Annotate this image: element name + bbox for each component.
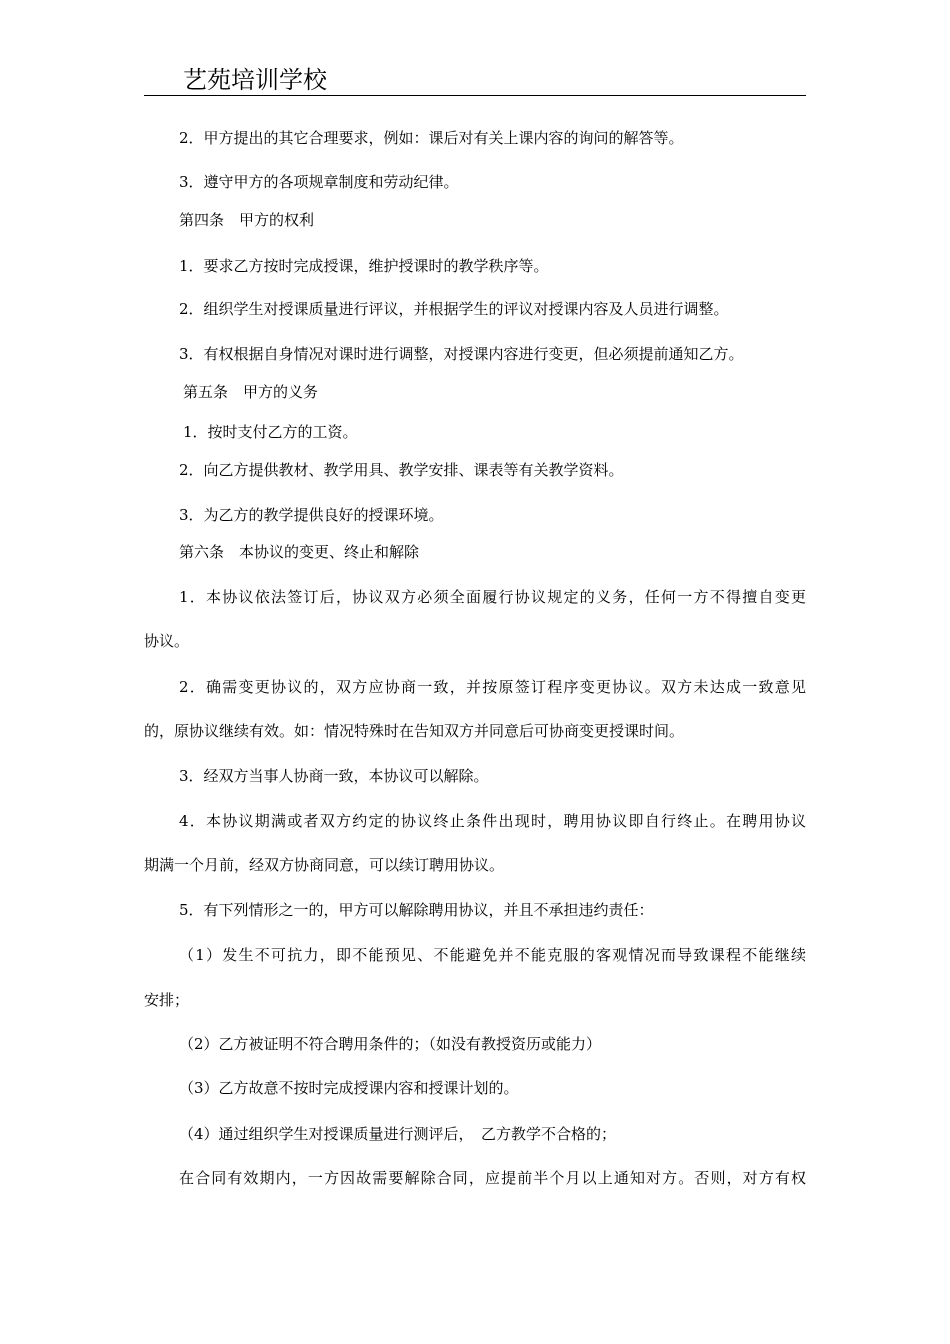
paragraph-line: 2．组织学生对授课质量进行评议，并根据学生的评议对授课内容及人员进行调整。 — [179, 300, 729, 318]
school-name-header: 艺苑培训学校 — [183, 66, 327, 94]
paragraph-line: 2．向乙方提供教材、教学用具、教学安排、课表等有关教学资料。 — [179, 461, 624, 479]
paragraph-line: 期满一个月前，经双方协商同意，可以续订聘用协议。 — [144, 856, 505, 874]
paragraph-line: 在合同有效期内，一方因故需要解除合同，应提前半个月以上通知对方。否则，对方有权 — [179, 1169, 806, 1187]
section-heading: 第四条 甲方的权利 — [179, 211, 315, 229]
paragraph-line: 4．本协议期满或者双方约定的协议终止条件出现时，聘用协议即自行终止。在聘用协议 — [179, 812, 806, 830]
paragraph-line: （1）发生不可抗力，即不能预见、不能避免并不能克服的客观情况而导致课程不能继续 — [179, 946, 806, 964]
paragraph-line: 的，原协议继续有效。如：情况特殊时在告知双方并同意后可协商变更授课时间。 — [144, 722, 685, 740]
paragraph-line: （3）乙方故意不按时完成授课内容和授课计划的。 — [179, 1079, 519, 1097]
paragraph-line: 安排； — [144, 991, 190, 1009]
header-divider — [144, 95, 806, 96]
paragraph-line: 1．本协议依法签订后，协议双方必须全面履行协议规定的义务，任何一方不得擅自变更 — [179, 588, 806, 606]
paragraph-line: 3．遵守甲方的各项规章制度和劳动纪律。 — [179, 173, 459, 191]
paragraph-line: 3．为乙方的教学提供良好的授课环境。 — [179, 506, 444, 524]
paragraph-line: 协议。 — [144, 632, 190, 650]
paragraph-line: 2．确需变更协议的，双方应协商一致，并按原签订程序变更协议。双方未达成一致意见 — [179, 678, 806, 696]
paragraph-line: 1．要求乙方按时完成授课，维护授课时的教学秩序等。 — [179, 257, 549, 275]
section-heading: 第六条 本协议的变更、终止和解除 — [179, 543, 420, 561]
paragraph-line: 3．经双方当事人协商一致，本协议可以解除。 — [179, 767, 489, 785]
paragraph-line: 3．有权根据自身情况对课时进行调整，对授课内容进行变更，但必须提前通知乙方。 — [179, 345, 744, 363]
section-heading: 第五条 甲方的义务 — [183, 383, 319, 401]
paragraph-line: （4）通过组织学生对授课质量进行测评后， 乙方教学不合格的； — [179, 1125, 617, 1143]
paragraph-line: （2）乙方被证明不符合聘用条件的；（如没有教授资历或能力） — [179, 1035, 602, 1053]
paragraph-line: 1．按时支付乙方的工资。 — [183, 423, 358, 441]
paragraph-line: 2．甲方提出的其它合理要求，例如：课后对有关上课内容的询问的解答等。 — [179, 129, 684, 147]
paragraph-line: 5．有下列情形之一的，甲方可以解除聘用协议，并且不承担违约责任： — [179, 901, 654, 919]
